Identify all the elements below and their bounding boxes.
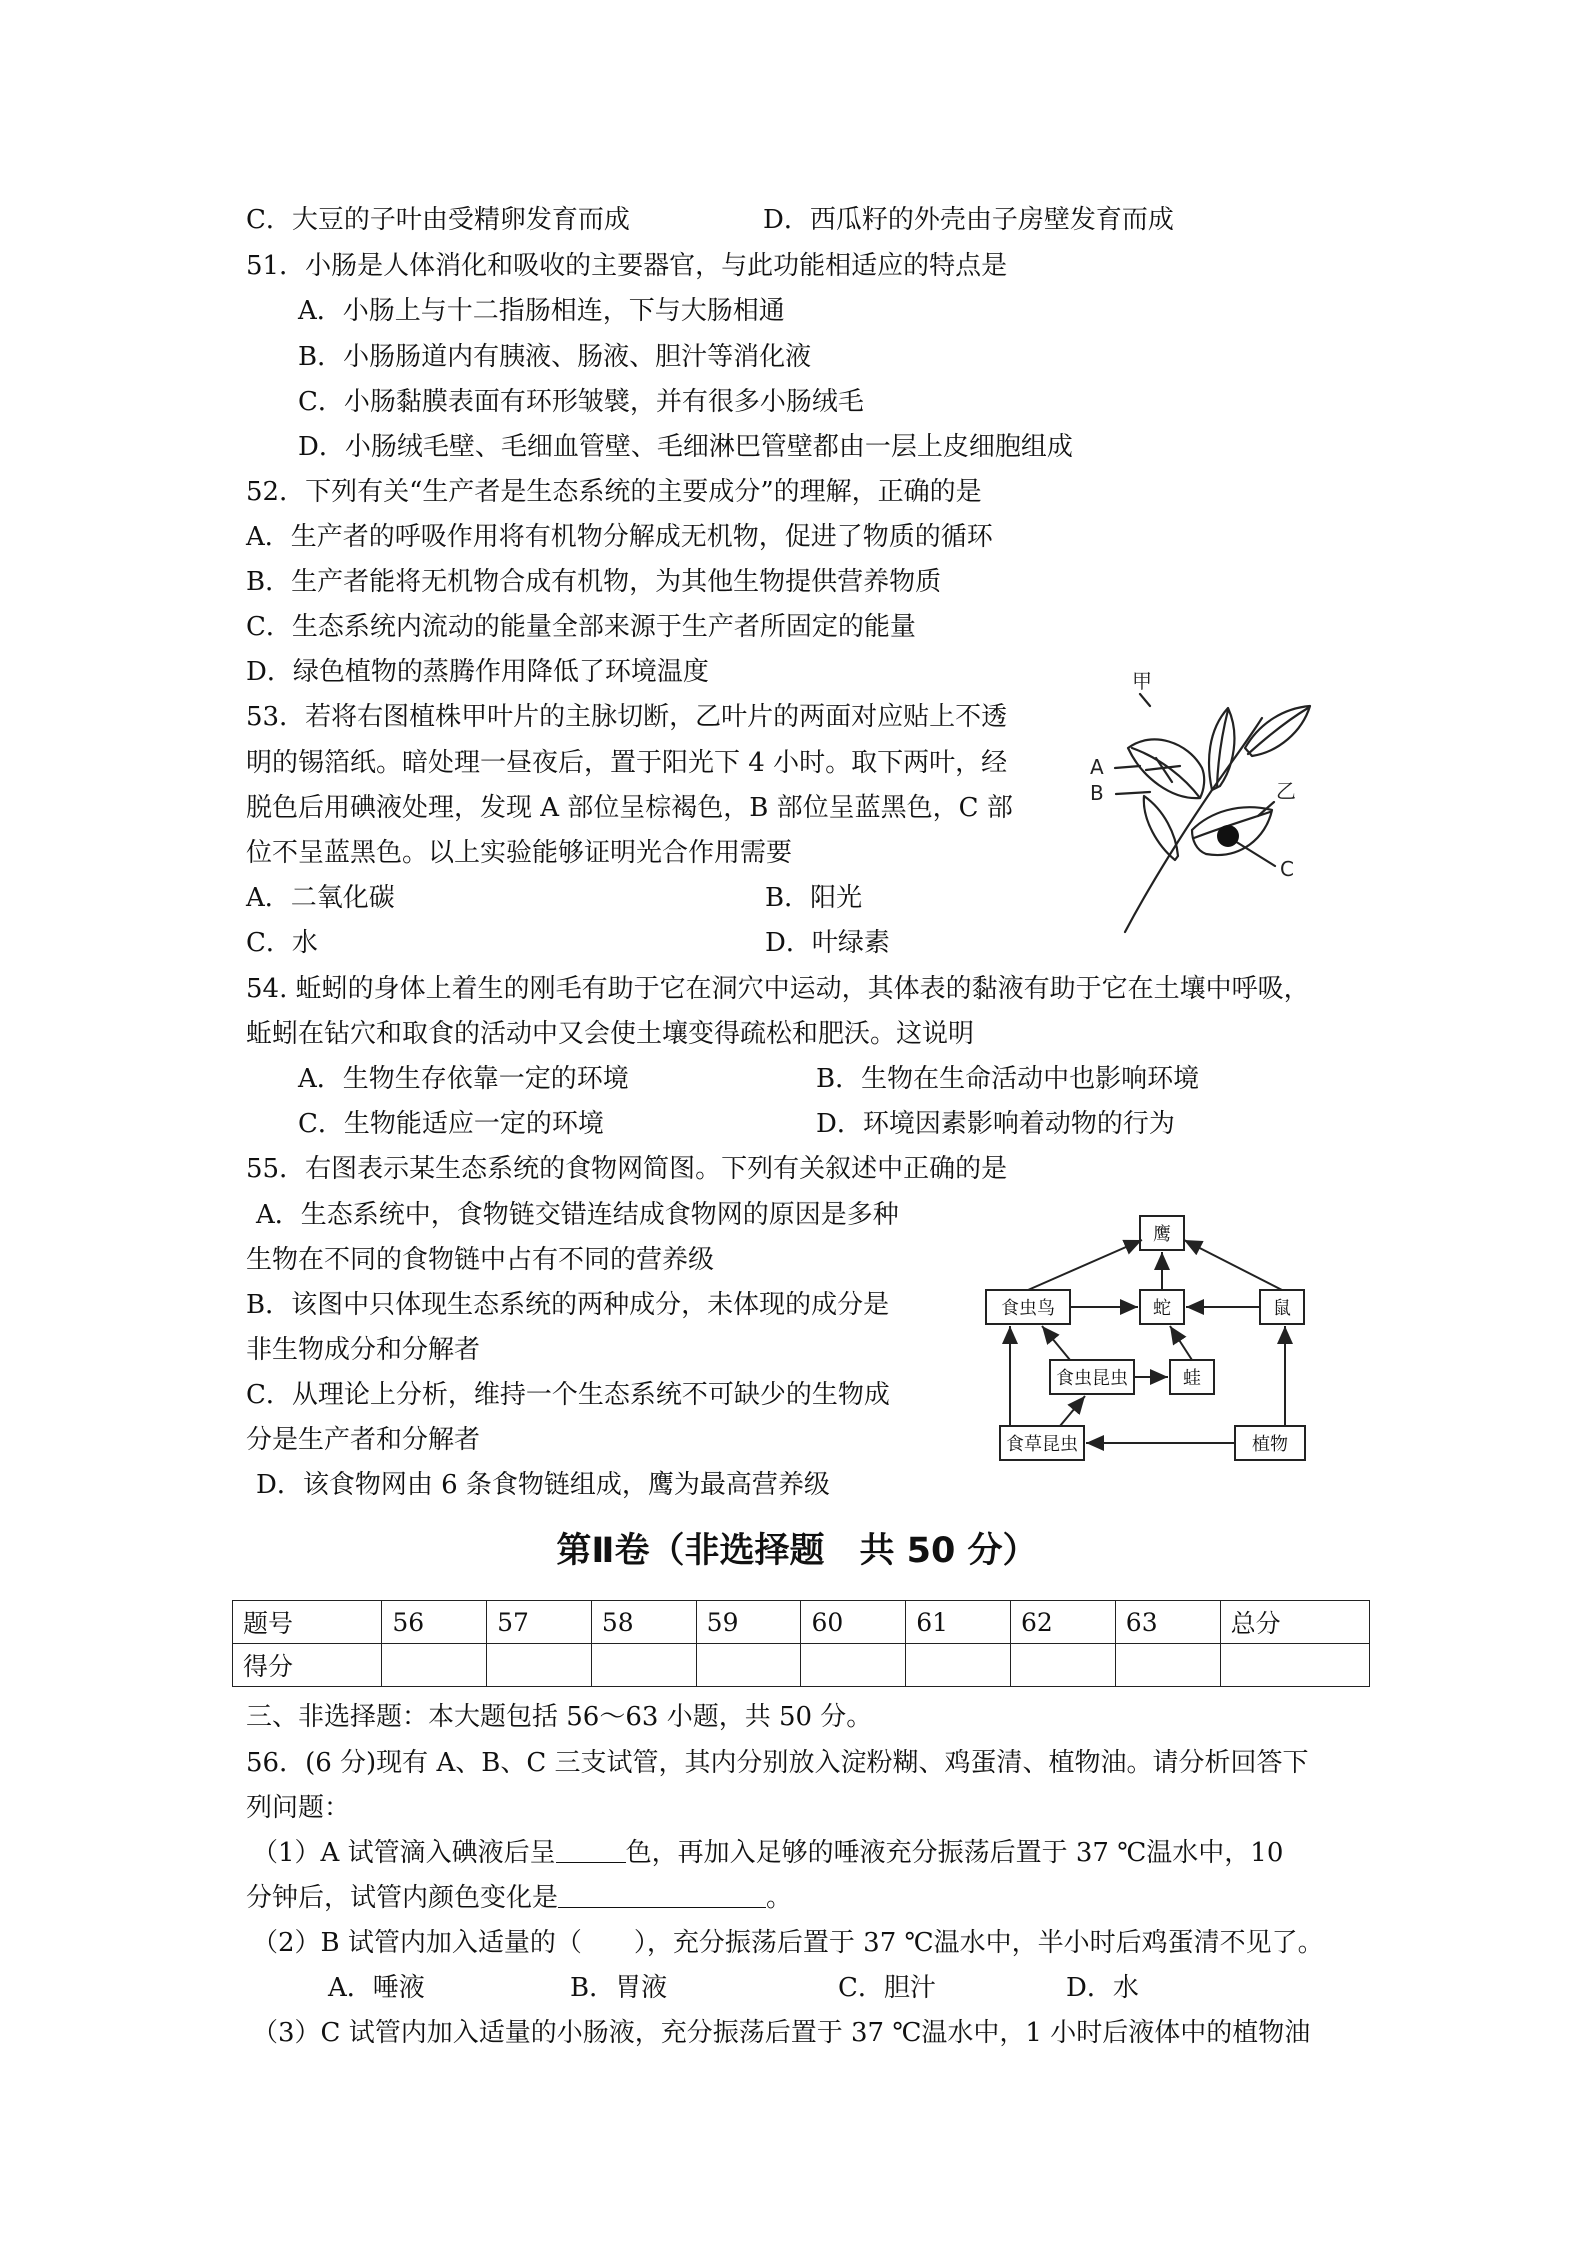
q56-sub1-text-a: （1）A 试管滴入碘液后呈	[252, 1838, 556, 1868]
q52-option-a: A．生产者的呼吸作用将有机物分解成无机物，促进了物质的循环	[246, 522, 993, 552]
q53-stem-line4: 位不呈蓝黑色。以上实验能够证明光合作用需要	[246, 838, 793, 868]
q55-option-b-line2: 非生物成分和分解者	[246, 1335, 481, 1365]
node-herbivorous-insect: 食草昆虫	[1006, 1434, 1078, 1455]
q53-option-b: B．阳光	[765, 883, 863, 913]
score-table-header-row	[233, 1601, 1370, 1644]
score-table-header-cell: 总分	[1220, 1601, 1369, 1644]
q55-option-c-line2: 分是生产者和分解者	[246, 1425, 481, 1455]
q53-option-c: C．水	[246, 928, 318, 958]
food-web-diagram	[980, 1210, 1340, 1470]
q56-sub1-text-d: 。	[766, 1883, 793, 1913]
q56-color-change-blank[interactable]	[558, 1881, 766, 1908]
node-insectivorous-bird: 食虫鸟	[1001, 1298, 1055, 1319]
q52-option-c: C．生态系统内流动的能量全部来源于生产者所固定的能量	[246, 612, 916, 642]
section-three-instructions: 三、非选择题：本大题包括 56～63 小题，共 50 分。	[246, 1702, 873, 1732]
score-table-header-cell: 62	[1011, 1601, 1116, 1644]
score-cell[interactable]	[487, 1644, 592, 1687]
node-snake: 蛇	[1153, 1298, 1171, 1319]
score-table-header-cell: 58	[591, 1601, 696, 1644]
q51-stem: 51．小肠是人体消化和吸收的主要器官，与此功能相适应的特点是	[246, 251, 1008, 281]
leaf-jia-label: 甲	[1132, 670, 1152, 693]
score-row-label: 得分	[233, 1644, 382, 1687]
score-cell[interactable]	[1011, 1644, 1116, 1687]
score-table-header-cell: 56	[382, 1601, 487, 1644]
score-cell[interactable]	[382, 1644, 487, 1687]
q55-stem: 55．右图表示某生态系统的食物网简图。下列有关叙述中正确的是	[246, 1154, 1008, 1184]
q56-sub1-line2	[246, 1881, 792, 1915]
q56-stem-line2: 列问题：	[246, 1793, 351, 1823]
part-two-title: 第Ⅱ卷（非选择题 共 50 分）	[556, 1531, 1038, 1571]
node-mouse: 鼠	[1273, 1298, 1291, 1319]
q52-stem: 52．下列有关“生产者是生态系统的主要成分”的理解，正确的是	[246, 477, 982, 507]
score-table-header-cell: 题号	[233, 1601, 382, 1644]
score-table-score-row	[233, 1644, 1370, 1687]
q54-stem-line2: 蚯蚓在钻穴和取食的活动中又会使土壤变得疏松和肥沃。这说明	[246, 1019, 975, 1049]
q56-color-blank[interactable]	[556, 1836, 626, 1863]
q54-option-d: D．环境因素影响着动物的行为	[816, 1109, 1175, 1139]
q56-sub3: （3）C 试管内加入适量的小肠液，充分振荡后置于 37 ℃温水中，1 小时后液体中的植物油	[252, 2018, 1311, 2048]
foil-patch-dot	[1217, 825, 1239, 847]
leaf-yi-label: 乙	[1276, 779, 1296, 803]
q51-option-c: C．小肠黏膜表面有环形皱襞，并有很多小肠绒毛	[298, 387, 864, 417]
q56-option-a: A．唾液	[328, 1973, 425, 2003]
q54-option-a: A．生物生存依靠一定的环境	[298, 1064, 629, 1094]
plant-leaf-figure	[1080, 670, 1340, 940]
q51-option-b: B．小肠肠道内有胰液、肠液、胆汁等消化液	[298, 342, 812, 372]
score-cell[interactable]	[1220, 1644, 1369, 1687]
q51-option-d: D．小肠绒毛壁、毛细血管壁、毛细淋巴管壁都由一层上皮细胞组成	[298, 432, 1073, 462]
score-table-header-cell: 63	[1115, 1601, 1220, 1644]
score-cell[interactable]	[906, 1644, 1011, 1687]
q53-option-d: D．叶绿素	[765, 928, 890, 958]
q55-option-d: D．该食物网由 6 条食物链组成，鹰为最高营养级	[256, 1470, 830, 1500]
node-insectivorous-insect: 食虫昆虫	[1056, 1368, 1128, 1389]
q54-option-c: C．生物能适应一定的环境	[298, 1109, 604, 1139]
q54-option-b: B．生物在生命活动中也影响环境	[816, 1064, 1200, 1094]
q52-option-b: B．生产者能将无机物合成有机物，为其他生物提供营养物质	[246, 567, 942, 597]
q55-option-b-line1: B．该图中只体现生态系统的两种成分，未体现的成分是	[246, 1290, 890, 1320]
node-plant: 植物	[1252, 1434, 1288, 1455]
q54-stem-line1: 54. 蚯蚓的身体上着生的刚毛有助于它在洞穴中运动，其体表的黏液有助于它在土壤中呼吸，	[246, 974, 1310, 1004]
node-frog: 蛙	[1183, 1368, 1201, 1389]
q56-sub2: （2）B 试管内加入适量的（ ），充分振荡后置于 37 ℃温水中，半小时后鸡蛋清不见了。	[252, 1928, 1324, 1958]
score-cell[interactable]	[1115, 1644, 1220, 1687]
score-cell[interactable]	[801, 1644, 906, 1687]
q51-option-a: A．小肠上与十二指肠相连，下与大肠相通	[298, 296, 785, 326]
q56-sub1-line1	[252, 1836, 1283, 1870]
q53-stem-line2: 明的锡箔纸。暗处理一昼夜后，置于阳光下 4 小时。取下两叶，经	[246, 748, 1008, 778]
q50-option-d: D．西瓜籽的外壳由子房壁发育而成	[763, 205, 1174, 235]
q56-sub1-text-b: 色，再加入足够的唾液充分振荡后置于 37 ℃温水中，10	[625, 1838, 1284, 1868]
point-a-label: A	[1090, 755, 1104, 779]
q55-option-a-line2: 生物在不同的食物链中占有不同的营养级	[246, 1245, 715, 1275]
score-table-header-cell: 59	[696, 1601, 801, 1644]
score-table-header-cell: 57	[487, 1601, 592, 1644]
q50-option-c: C．大豆的子叶由受精卵发育而成	[246, 205, 630, 235]
q53-stem-line1: 53．若将右图植株甲叶片的主脉切断，乙叶片的两面对应贴上不透	[246, 702, 1008, 732]
point-b-label: B	[1090, 781, 1104, 805]
q56-option-d: D．水	[1066, 1973, 1139, 2003]
q56-option-c: C．胆汁	[838, 1973, 936, 2003]
score-cell[interactable]	[591, 1644, 696, 1687]
q56-stem-line1: 56．(6 分)现有 A、B、C 三支试管，其内分别放入淀粉糊、鸡蛋清、植物油。请分析回答下	[246, 1748, 1309, 1778]
point-c-label: C	[1280, 857, 1294, 881]
score-cell[interactable]	[696, 1644, 801, 1687]
q53-option-a: A．二氧化碳	[246, 883, 395, 913]
q55-option-a-line1: A．生态系统中，食物链交错连结成食物网的原因是多种	[256, 1200, 899, 1230]
score-table-header-cell: 61	[906, 1601, 1011, 1644]
node-eagle: 鹰	[1153, 1224, 1171, 1245]
q56-option-b: B．胃液	[570, 1973, 668, 2003]
q53-stem-line3: 脱色后用碘液处理，发现 A 部位呈棕褐色，B 部位呈蓝黑色，C 部	[246, 793, 1013, 823]
score-table	[232, 1600, 1370, 1687]
q56-sub1-text-c: 分钟后，试管内颜色变化是	[246, 1883, 559, 1913]
score-table-header-cell: 60	[801, 1601, 906, 1644]
q52-option-d: D．绿色植物的蒸腾作用降低了环境温度	[246, 657, 709, 687]
q55-option-c-line1: C．从理论上分析，维持一个生态系统不可缺少的生物成	[246, 1380, 890, 1410]
